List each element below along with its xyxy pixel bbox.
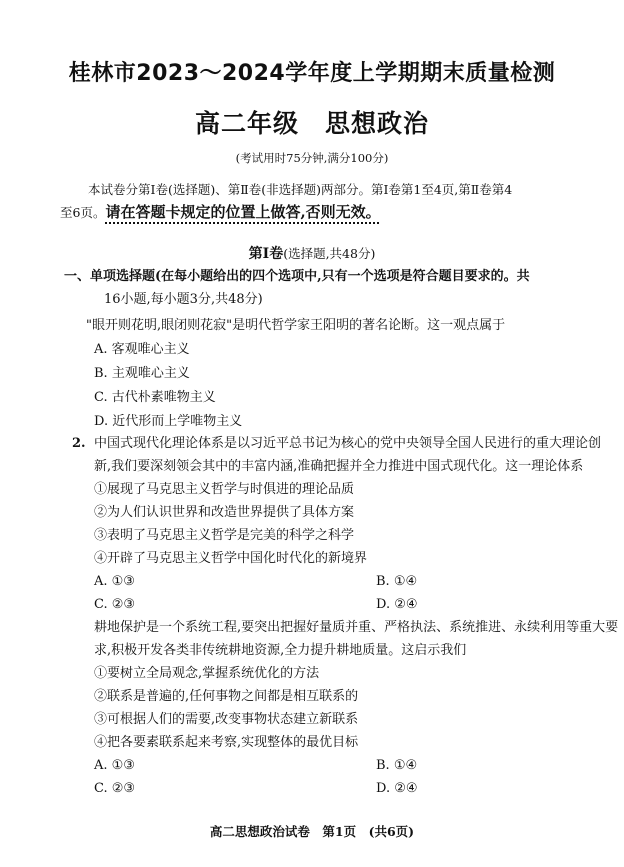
q2-option-d: D. ②④ [376, 597, 418, 612]
page-footer: 高二思想政治试卷 第1页 (共6页) [209, 824, 415, 839]
exam-title: 桂林市2023～2024学年度上学期期末质量检测 [68, 61, 556, 86]
exam-subject: 高二年级 思想政治 [194, 109, 429, 138]
q2-option-c: C. ②③ [94, 597, 136, 612]
q2-item-3: ③表明了马克思主义哲学是完美的科学之科学 [94, 528, 355, 543]
q2-option-a: A. ①③ [94, 574, 135, 589]
q1-stem: "眼开则花明,眼闭则花寂"是明代哲学家王阳明的著名论断。这一观点属于 [86, 318, 506, 333]
intro-line-2 [60, 204, 381, 221]
section-title-sub: (选择题,共48分) [283, 246, 376, 261]
q1-option-d: D. 近代形而上学唯物主义 [94, 414, 243, 429]
q1-option-c: C. 古代朴素唯物主义 [94, 390, 216, 405]
q1-option-b: B. 主观唯心主义 [94, 366, 190, 381]
intro-line-1: 本试卷分第Ⅰ卷(选择题)、第Ⅱ卷(非选择题)两部分。第Ⅰ卷第1至4页,第Ⅱ卷第4 [88, 182, 513, 197]
q2-stem-1: 中国式现代化理论体系是以习近平总书记为核心的党中央领导全国人民进行的重大理论创 [94, 436, 602, 451]
section-title [0, 243, 624, 263]
q2-item-4: ④开辟了马克思主义哲学中国化时代化的新境界 [94, 551, 368, 566]
q3-option-c: C. ②③ [94, 781, 136, 796]
part-instruction-1: 一、单项选择题(在每小题给出的四个选项中,只有一个选项是符合题目要求的。共 [64, 269, 530, 284]
part-instruction-2: 16小题,每小题3分,共48分) [104, 292, 263, 307]
q3-item-2: ②联系是普遍的,任何事物之间都是相互联系的 [94, 689, 359, 704]
q2-item-2: ②为人们认识世界和改造世界提供了具体方案 [94, 505, 355, 520]
intro-emphasis: 请在答题卡规定的位置上做答,否则无效。 [105, 203, 381, 221]
section-title-main: 第Ⅰ卷 [248, 246, 284, 262]
q3-item-4: ④把各要素联系起来考察,实现整体的最优目标 [94, 735, 359, 750]
q1-option-a: A. 客观唯心主义 [94, 342, 190, 357]
q3-option-b: B. ①④ [376, 758, 418, 773]
q3-stem-1: 耕地保护是一个系统工程,要突出把握好量质并重、严格执法、系统推进、永续利用等重大要 [94, 620, 619, 635]
q3-option-d: D. ②④ [376, 781, 418, 796]
q3-item-3: ③可根据人们的需要,改变事物状态建立新联系 [94, 712, 359, 727]
intro-prefix: 至6页。 [60, 205, 106, 220]
q2-stem-2: 新,我们要深刻领会其中的丰富内涵,准确把握并全力推进中国式现代化。这一理论体系 [94, 459, 584, 474]
q2-number: 2. [72, 436, 86, 451]
q3-item-1: ①要树立全局观念,掌握系统优化的方法 [94, 666, 320, 681]
q2-option-b: B. ①④ [376, 574, 418, 589]
q3-option-a: A. ①③ [94, 758, 135, 773]
q2-item-1: ①展现了马克思主义哲学与时俱进的理论品质 [94, 482, 355, 497]
exam-info: (考试用时75分钟,满分100分) [235, 151, 389, 165]
q3-stem-2: 求,积极开发各类非传统耕地资源,全力提升耕地质量。这启示我们 [94, 643, 467, 658]
